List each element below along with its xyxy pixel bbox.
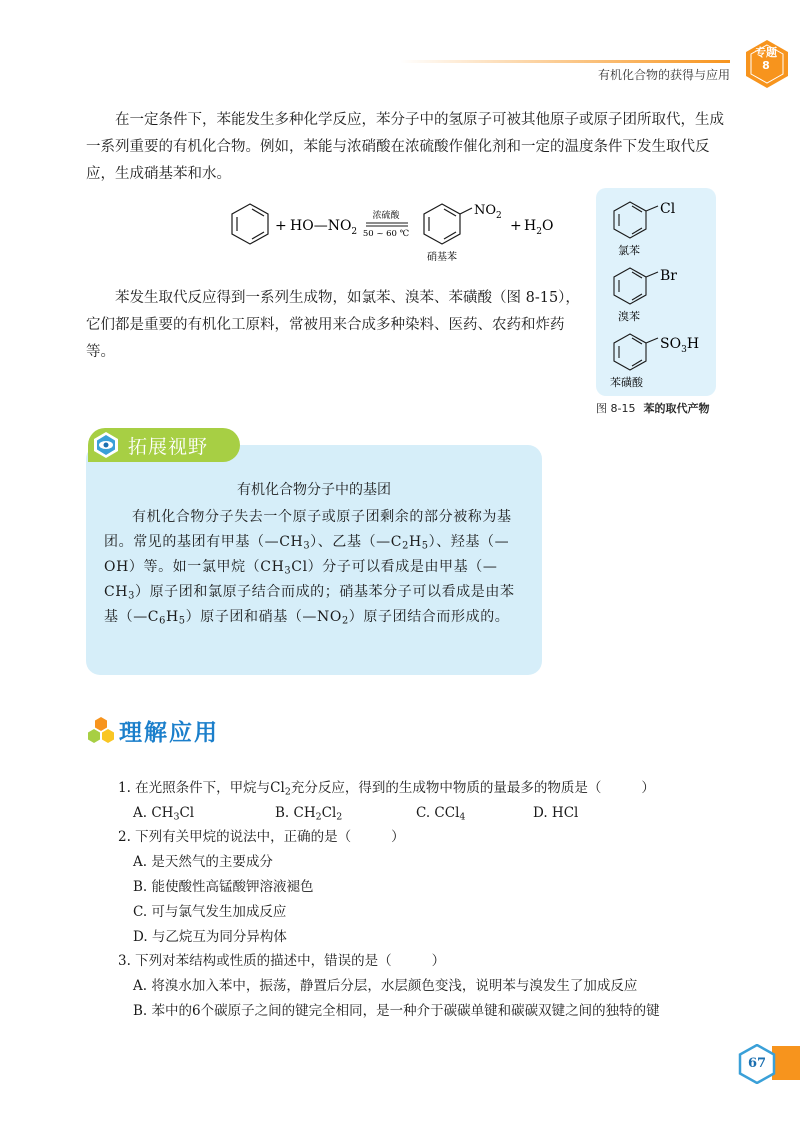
- question-2-stem: 2. 下列有关甲烷的说法中，正确的是（ ）: [118, 829, 405, 845]
- eye-icon: [92, 431, 120, 459]
- equation-plus-1: +: [275, 218, 287, 234]
- extension-heading: 有机化合物分子中的基团: [237, 482, 391, 498]
- bromo-group: Br: [660, 268, 677, 284]
- header-rule: [400, 60, 730, 63]
- question-1-option-b: B. $CH_2Cl_2$: [275, 805, 343, 823]
- bromobenzene-structure: [614, 268, 658, 304]
- benzene-ring-reactant: [232, 204, 268, 244]
- chapter-word: 专题: [755, 46, 777, 59]
- question-3-stem: 3. 下列对苯结构或性质的描述中，错误的是（ ）: [118, 953, 446, 969]
- question-2-option-c: C. 可与氯气发生加成反应: [133, 904, 287, 920]
- extension-body: 有机化合物分子失去一个原子或原子团剩余的部分被称为基团。常见的基团有甲基$(—CH_3)$、乙基$(—C_2H_5)$、羟基（—OH）等。如一氯甲烷$(CH_3Cl)$分子可以看成是由甲基$(—CH_3)$原子团和氯原子结合而成的；硝基苯分子可以看成是由苯基$(—C_6H_5)$原子团和硝基$(—NO_2)$原子团结合而形成的。: [104, 509, 515, 627]
- question-1-option-c: C. CCl$_4$: [416, 805, 466, 823]
- figure-caption: [596, 400, 746, 416]
- sulfo-group: $SO_3H$: [660, 336, 700, 355]
- page-number: 67: [747, 1056, 767, 1071]
- condition-temperature: 50 ~ 60 ℃: [362, 229, 410, 239]
- intro-paragraph-2: 苯发生取代反应得到一系列生成物，如氯苯、溴苯、苯磺酸（图 8-15），它们都是重要的有机化工原料，常被用来合成多种染料、医药、农药和炸药等。: [86, 290, 580, 360]
- chlorobenzene-label: 氯苯: [618, 244, 640, 257]
- question-2-option-d: D. 与乙烷互为同分异构体: [133, 929, 287, 945]
- figure-number: 图 8-15: [596, 402, 636, 415]
- product-label-nitrobenzene: 硝基苯: [427, 252, 457, 263]
- equation-plus-2: +: [510, 218, 522, 234]
- benzenesulfonic-acid-label: 苯磺酸: [610, 376, 643, 389]
- chapter-label: [745, 46, 787, 72]
- figure-panel: [596, 188, 716, 396]
- question-2-option-b: B. 能使酸性高锰酸钾溶液褪色: [133, 879, 314, 895]
- chapter-number: 8: [762, 59, 770, 72]
- figure-title: 苯的取代产物: [643, 402, 710, 415]
- question-3-option-b: B. 苯中的6个碳原子之间的键完全相同，是一种介于碳碳单键和碳碳双键之间的独特的键: [133, 1003, 660, 1019]
- condition-catalyst: 浓硫酸: [372, 211, 400, 221]
- chloro-group: Cl: [660, 201, 676, 217]
- water-formula: $H_2O$: [524, 218, 554, 237]
- question-1-stem: 1. 在光照条件下，甲烷与$Cl_2$充分反应，得到的生成物中物质的量最多的物质是（ ）: [118, 780, 655, 798]
- question-1-option-d: D. HCl: [533, 805, 579, 821]
- section-title: 理解应用: [119, 720, 219, 746]
- header-title: 有机化合物的获得与应用: [597, 68, 730, 82]
- intro-paragraph-1: 在一定条件下，苯能发生多种化学反应，苯分子中的氢原子可被其他原子或原子团所取代，生成一系列重要的有机化合物。例如，苯能与浓硝酸在浓硫酸作催化剂和一定的温度条件下发生取代反应，生成硝基苯和水。: [86, 112, 724, 182]
- bromobenzene-label: 溴苯: [618, 310, 640, 323]
- product-nitro-group: $NO_2$: [474, 203, 502, 221]
- benzene-ring-product: [424, 204, 472, 244]
- question-3-option-a: A. 将溴水加入苯中，振荡，静置后分层，水层颜色变浅，说明苯与溴发生了加成反应: [133, 978, 638, 994]
- question-2-option-a: A. 是天然气的主要成分: [133, 854, 273, 870]
- hexagon-cluster-icon: [86, 716, 116, 746]
- nitration-equation: [228, 190, 573, 270]
- question-1-option-a: A. $CH_3Cl$: [133, 805, 195, 823]
- substitution-products-figure: [596, 188, 716, 396]
- extension-tab-label: 拓展视野: [128, 436, 209, 458]
- benzenesulfonic-acid-structure: [614, 334, 658, 370]
- chlorobenzene-structure: [614, 202, 658, 238]
- reagent-formula: $HO—NO_2$: [290, 218, 358, 237]
